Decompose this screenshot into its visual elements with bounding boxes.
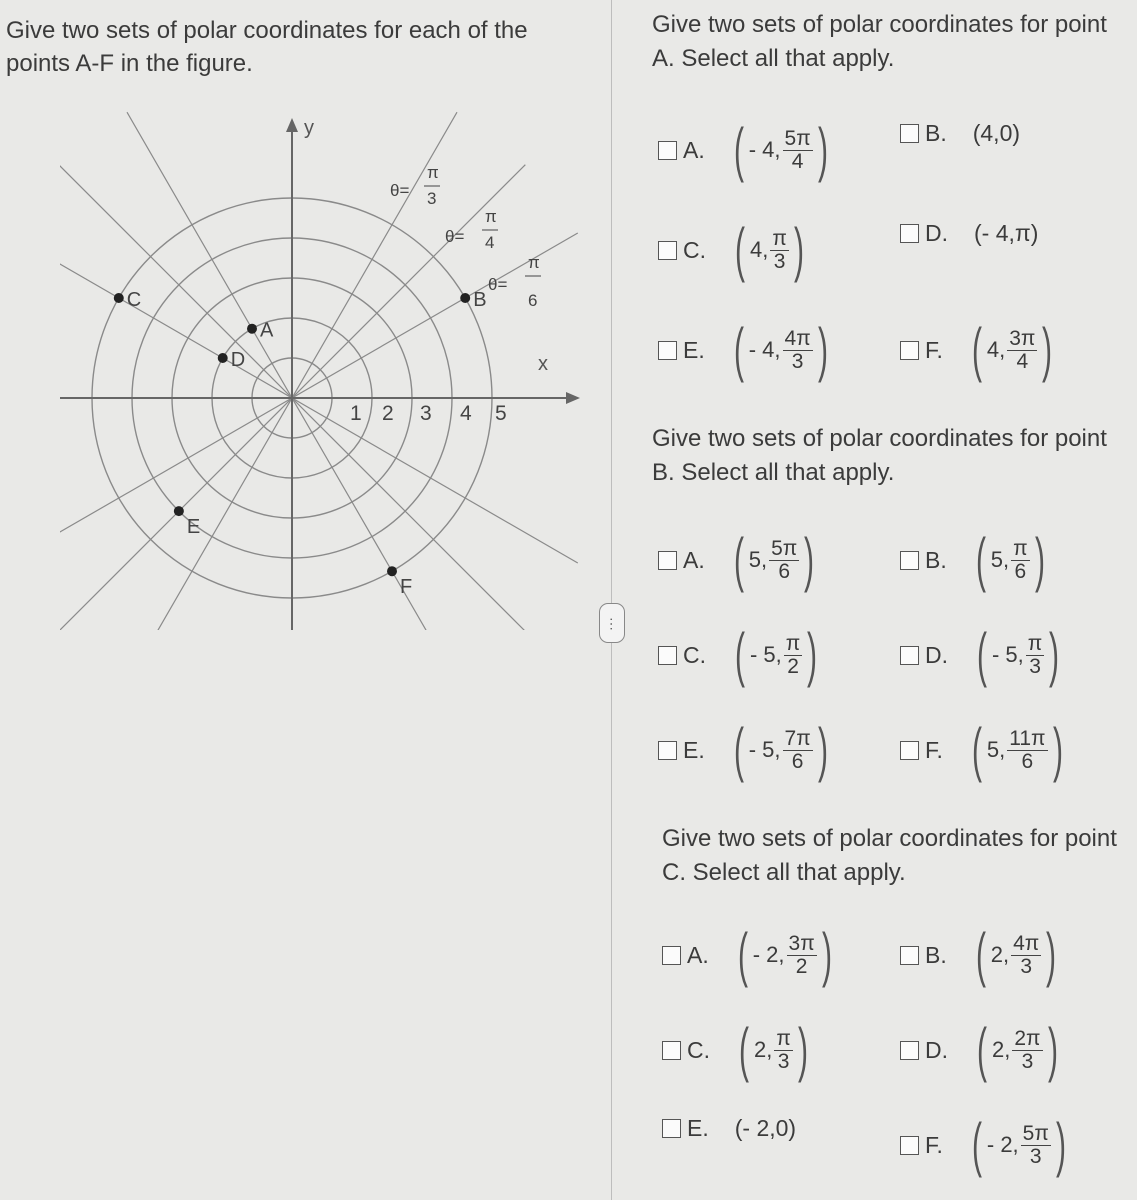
option-letter: E. [687, 1115, 709, 1141]
theta-denominator: 3 [791, 349, 804, 373]
theta-denominator: 3 [1029, 1144, 1042, 1168]
right-paren: ) [1052, 716, 1063, 783]
svg-text:6: 6 [528, 291, 538, 310]
right-paren: ) [1049, 621, 1060, 688]
checkbox[interactable] [662, 1041, 681, 1060]
option-coordinate [729, 116, 833, 183]
question-a-prompt: Give two sets of polar coordinates for point A. Select all that apply. [652, 11, 1107, 72]
svg-text:θ=: θ= [488, 275, 508, 294]
option-letter: F. [925, 1131, 943, 1158]
left-paren: ( [971, 1111, 982, 1178]
right-paren: ) [804, 526, 815, 593]
coordinate-theta [769, 538, 799, 583]
left-paren: ( [975, 921, 986, 988]
right-paren: ) [1047, 1016, 1058, 1083]
option-coordinate [967, 1111, 1071, 1178]
checkbox[interactable] [900, 646, 919, 665]
point-a-label: A [260, 319, 274, 342]
left-paren: ( [737, 921, 748, 988]
q2-option-f[interactable] [900, 716, 1068, 783]
coordinate-theta [783, 728, 813, 773]
theta-denominator: 3 [1029, 654, 1041, 678]
option-letter: B. [925, 546, 947, 573]
left-paren: ( [734, 621, 745, 688]
left-paren: ( [733, 716, 744, 783]
option-coordinate [967, 316, 1058, 383]
y-axis-arrow [286, 118, 298, 132]
x-axis-arrow [566, 392, 580, 404]
theta-numerator: 4π [1013, 931, 1040, 955]
q3-option-c[interactable] [662, 1016, 813, 1083]
option-coordinate: (- 2,0) [734, 1115, 797, 1141]
option-coordinate [729, 716, 833, 783]
left-paren: ( [971, 716, 982, 783]
q1-option-f[interactable] [900, 316, 1057, 383]
option-coordinate: (- 4,π) [974, 220, 1039, 246]
checkbox[interactable] [658, 741, 677, 760]
theta-denominator: 3 [777, 1049, 790, 1073]
right-paren: ) [797, 1016, 808, 1083]
question-c-prompt: Give two sets of polar coordinates for point C. Select all that apply. [662, 825, 1117, 886]
point-d-marker [218, 353, 228, 363]
option-letter: E. [683, 336, 705, 363]
q3-option-a[interactable] [662, 921, 837, 988]
left-paren: ( [733, 116, 744, 183]
theta-numerator: 3π [1009, 326, 1036, 350]
coordinate-r: - 4, [748, 137, 781, 162]
coordinate-r: 5, [990, 547, 1010, 572]
point-f-label: F [400, 576, 413, 599]
left-paren: ( [738, 1016, 749, 1083]
q2-option-c[interactable] [658, 621, 822, 688]
option-letter: D. [925, 1036, 948, 1063]
option-coordinate [730, 216, 809, 283]
checkbox[interactable] [658, 551, 677, 570]
theta-numerator: 7π [784, 726, 811, 750]
coordinate-theta [1012, 1028, 1042, 1073]
right-paren: ) [1046, 921, 1057, 988]
theta-denominator: 6 [1014, 559, 1027, 583]
coordinate-r: 5, [986, 737, 1006, 762]
left-paren: ( [734, 216, 745, 283]
q3-option-f[interactable] [900, 1111, 1071, 1178]
svg-text:3: 3 [427, 189, 437, 208]
right-paren: ) [1055, 1111, 1066, 1178]
option-letter: A. [683, 136, 705, 163]
checkbox[interactable] [900, 946, 919, 965]
polar-graph [60, 110, 580, 630]
theta-denominator: 3 [1020, 954, 1032, 978]
coordinate-r: - 5, [749, 642, 782, 667]
checkbox[interactable] [658, 141, 677, 160]
option-coordinate [729, 526, 820, 593]
option-coordinate [967, 716, 1068, 783]
coordinate-r: - 2, [752, 942, 785, 967]
checkbox[interactable] [900, 1136, 919, 1155]
panel-resize-handle[interactable] [599, 603, 625, 643]
panel-divider [611, 0, 612, 1200]
coordinate-r: 4, [749, 237, 769, 262]
coordinate-theta [770, 228, 789, 273]
option-letter: F. [925, 336, 943, 363]
option-coordinate [729, 316, 833, 383]
right-paren: ) [817, 316, 828, 383]
angle-label-pi-4 [445, 207, 498, 252]
coordinate-theta [1026, 633, 1045, 678]
checkbox[interactable] [900, 551, 919, 570]
option-letter: A. [687, 941, 709, 968]
coordinate-theta [1007, 328, 1037, 373]
left-paren: ( [976, 1016, 987, 1083]
option-letter: A. [683, 546, 705, 573]
point-a-marker [247, 324, 257, 334]
checkbox[interactable] [662, 946, 681, 965]
svg-text:θ=: θ= [445, 227, 465, 246]
left-paren: ( [733, 316, 744, 383]
point-c-label: C [126, 289, 142, 311]
checkbox[interactable] [658, 646, 677, 665]
theta-denominator: 6 [1021, 749, 1034, 773]
q1-option-b[interactable] [900, 120, 1020, 147]
point-d-label: D [230, 349, 246, 371]
theta-denominator: 3 [1021, 1049, 1034, 1073]
theta-denominator: 4 [791, 149, 804, 173]
ring-label-1: 1 [350, 402, 362, 425]
theta-numerator: π [785, 631, 801, 655]
question-b-prompt: Give two sets of polar coordinates for point B. Select all that apply. [652, 425, 1107, 486]
coordinate-r: 2, [990, 942, 1010, 967]
ring-labels [350, 402, 507, 425]
option-coordinate [971, 921, 1062, 988]
right-paren: ) [817, 116, 828, 183]
svg-text:π: π [528, 253, 540, 272]
ring-label-3: 3 [420, 402, 432, 425]
right-paren: ) [793, 216, 804, 283]
checkbox[interactable] [900, 224, 919, 243]
checkbox[interactable] [658, 241, 677, 260]
graph-spokes [60, 112, 578, 630]
theta-numerator: 3π [788, 931, 815, 955]
left-paren: ( [975, 526, 986, 593]
coordinate-theta [783, 128, 813, 173]
theta-numerator: 5π [784, 126, 811, 150]
option-letter: D. [925, 220, 948, 246]
theta-numerator: 5π [771, 536, 798, 560]
right-paren: ) [1042, 316, 1053, 383]
point-e-label: E [186, 516, 201, 539]
q1-option-a[interactable] [658, 116, 833, 183]
theta-numerator: π [776, 1026, 791, 1050]
point-e-marker [174, 506, 184, 516]
svg-text:π: π [485, 207, 497, 226]
theta-numerator: 11π [1009, 726, 1046, 750]
x-axis-label: x [538, 353, 548, 375]
option-letter: C. [687, 1036, 710, 1063]
coordinate-r: - 5, [991, 642, 1024, 667]
svg-text:θ=: θ= [390, 181, 410, 200]
theta-numerator: π [1013, 536, 1028, 560]
theta-denominator: 6 [791, 749, 804, 773]
theta-numerator: π [1027, 631, 1043, 655]
option-letter: B. [925, 120, 947, 146]
coordinate-theta [774, 1028, 793, 1073]
q3-option-b[interactable] [900, 921, 1061, 988]
checkbox[interactable] [900, 124, 919, 143]
option-letter: B. [925, 941, 947, 968]
coordinate-theta [1007, 728, 1047, 773]
left-paren: ( [976, 621, 987, 688]
checkbox[interactable] [658, 341, 677, 360]
theta-denominator: 2 [795, 954, 808, 978]
coordinate-r: 2, [753, 1037, 773, 1062]
angle-label-pi-6 [488, 253, 541, 310]
option-coordinate [733, 921, 837, 988]
point-b-marker [460, 293, 470, 303]
coordinate-r: - 2, [986, 1132, 1019, 1157]
right-paren: ) [807, 621, 818, 688]
right-paren: ) [817, 716, 828, 783]
checkbox[interactable] [662, 1119, 681, 1138]
svg-text:π: π [427, 163, 439, 182]
ring-label-5: 5 [495, 402, 507, 425]
y-axis-label: y [304, 117, 314, 139]
svg-text:4: 4 [485, 233, 495, 252]
coordinate-theta [783, 328, 813, 373]
left-paren: ( [971, 316, 982, 383]
coordinate-theta [787, 933, 817, 978]
ring-label-2: 2 [382, 402, 394, 425]
resize-handle-icon: ⋯ [604, 617, 620, 629]
option-coordinate: (4,0) [972, 120, 1021, 146]
coordinate-r: 4, [986, 337, 1006, 362]
checkbox[interactable] [900, 341, 919, 360]
coordinate-theta [1011, 538, 1030, 583]
theta-denominator: 3 [773, 249, 786, 273]
option-letter: E. [683, 736, 705, 763]
point-b-label: B [473, 289, 487, 311]
option-letter: F. [925, 736, 943, 763]
q1-option-e[interactable] [658, 316, 833, 383]
q3-option-d[interactable] [900, 1016, 1063, 1083]
option-coordinate [971, 526, 1050, 593]
option-letter: C. [683, 236, 706, 263]
option-coordinate [972, 1016, 1063, 1083]
theta-numerator: 2π [1014, 1026, 1041, 1050]
q1-option-c[interactable] [658, 216, 809, 283]
checkbox[interactable] [900, 741, 919, 760]
coordinate-r: 5, [748, 547, 768, 572]
right-paren: ) [821, 921, 832, 988]
instruction-text: Give two sets of polar coordinates for each of the points A-F in the figure. [6, 17, 528, 77]
q2-option-d[interactable] [900, 621, 1064, 688]
checkbox[interactable] [900, 1041, 919, 1060]
coordinate-r: - 5, [748, 737, 781, 762]
coordinate-theta [784, 633, 803, 678]
theta-denominator: 6 [778, 559, 790, 583]
coordinate-r: 2, [991, 1037, 1011, 1062]
q2-option-e[interactable] [658, 716, 833, 783]
q2-option-a[interactable] [658, 526, 819, 593]
theta-numerator: π [772, 226, 787, 250]
option-coordinate [734, 1016, 813, 1083]
graph-points [114, 289, 487, 598]
point-c-marker [114, 293, 124, 303]
theta-denominator: 2 [787, 654, 799, 678]
left-paren: ( [733, 526, 744, 593]
theta-denominator: 4 [1016, 349, 1029, 373]
q2-option-b[interactable] [900, 526, 1050, 593]
q3-option-e[interactable] [662, 1115, 796, 1142]
option-letter: C. [683, 641, 706, 668]
coordinate-r: - 4, [748, 337, 781, 362]
right-paren: ) [1034, 526, 1045, 593]
theta-numerator: 4π [784, 326, 811, 350]
q1-option-d[interactable] [900, 220, 1038, 247]
point-f-marker [387, 566, 397, 576]
ring-label-4: 4 [460, 402, 472, 425]
coordinate-theta [1021, 1123, 1051, 1168]
option-letter: D. [925, 641, 948, 668]
option-coordinate [730, 621, 822, 688]
coordinate-theta [1011, 933, 1041, 978]
theta-numerator: 5π [1022, 1121, 1049, 1145]
option-coordinate [972, 621, 1064, 688]
